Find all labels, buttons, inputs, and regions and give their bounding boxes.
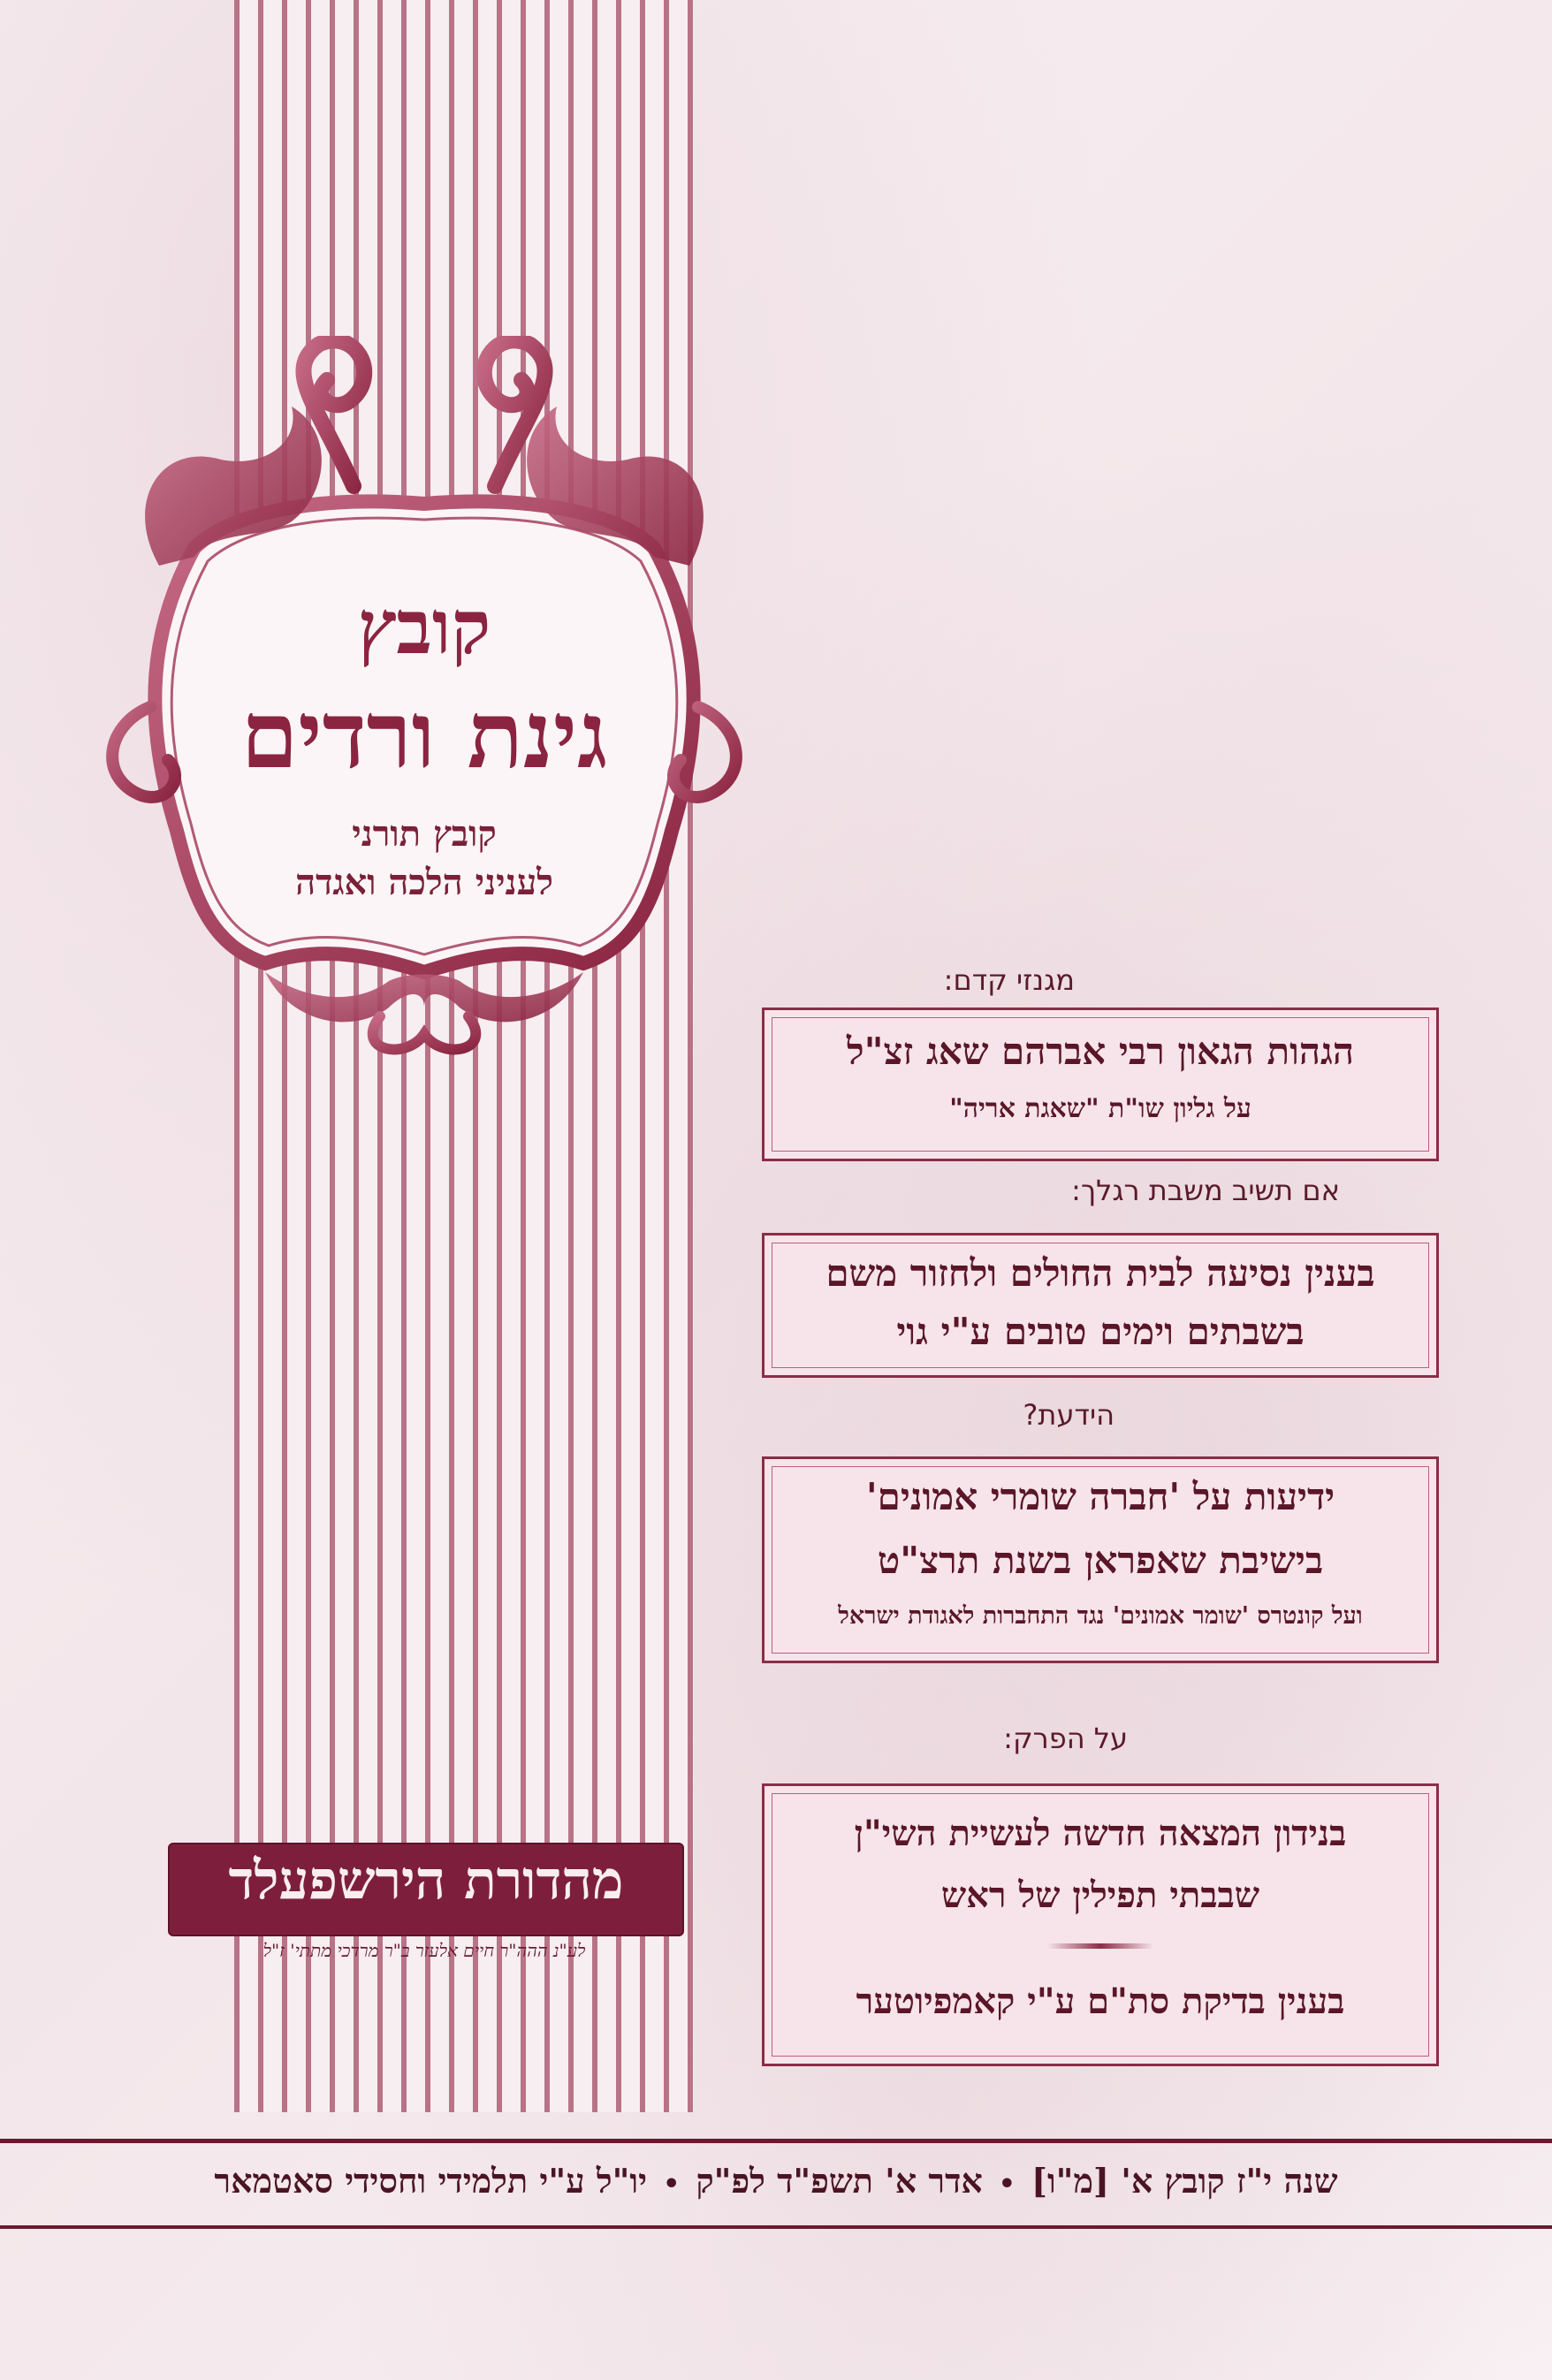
article-title: בשבתים וימים טובים ע"י גוי xyxy=(896,1310,1305,1353)
article-title: בענין נסיעה לבית החולים ולחזור משם xyxy=(825,1251,1375,1295)
title-main: גינת ורדים xyxy=(240,681,608,789)
section-label: הידעת? xyxy=(1023,1398,1115,1432)
footer-issue: שנה י"ז קובץ א' [מ"ו] xyxy=(1031,2161,1338,2201)
article-title: שבבתי תפילין של ראש xyxy=(940,1874,1260,1916)
article-box xyxy=(762,1233,1439,1378)
article-subtitle: ועל קונטרס 'שומר אמונים' נגד התחברות לאגודת ישראל xyxy=(838,1602,1363,1630)
bullet-icon: • xyxy=(663,2169,681,2200)
footer-rule-top xyxy=(0,2139,1552,2143)
article-title: בנידון המצאה חדשה לעשיית השי"ן xyxy=(854,1813,1347,1854)
footer-publisher: יו"ל ע"י תלמידי וחסידי סאטמאר xyxy=(214,2161,648,2201)
article-title: ידיעות על 'חברה שומרי אמונים' xyxy=(865,1475,1335,1518)
footer-date: אדר א' תשפ"ד לפ"ק xyxy=(696,2161,983,2201)
section-label: אם תשיב משבת רגלך: xyxy=(1071,1174,1340,1207)
article-subtitle: על גליון שו"ת "שאגת אריה" xyxy=(949,1093,1251,1124)
dedication-text: לע"נ ההה"ר חיים אלעזר ב"ר מרדכי מתתי' ז"ל xyxy=(262,1940,586,1961)
article-title: הגהות הגאון רבי אברהם שאג זצ"ל xyxy=(847,1030,1354,1073)
title-small: קובץ xyxy=(357,583,491,671)
section-label: על הפרק: xyxy=(1003,1722,1128,1755)
article-title: בישיבת שאפראן בשנת תרצ"ט xyxy=(877,1539,1324,1582)
edition-banner xyxy=(168,1843,684,1936)
subtitle-line-1: קובץ תורני xyxy=(352,813,497,855)
divider xyxy=(1047,1943,1153,1949)
footer-rule-bottom xyxy=(0,2225,1552,2229)
article-box xyxy=(762,1008,1439,1161)
title-cartouche xyxy=(88,336,760,1061)
footer-publication-info xyxy=(53,2161,1499,2214)
subtitle-line-2: לעניני הלכה ואגדה xyxy=(295,862,553,903)
edition-title: מהדורת הירשפעלד xyxy=(228,1850,624,1912)
article-title: בענין בדיקת סת"ם ע"י קאמפיוטער xyxy=(856,1981,1345,2022)
article-box xyxy=(762,1783,1439,2066)
article-box xyxy=(762,1456,1439,1663)
section-label: מגנזי קדם: xyxy=(943,963,1075,997)
bullet-icon: • xyxy=(998,2169,1016,2200)
